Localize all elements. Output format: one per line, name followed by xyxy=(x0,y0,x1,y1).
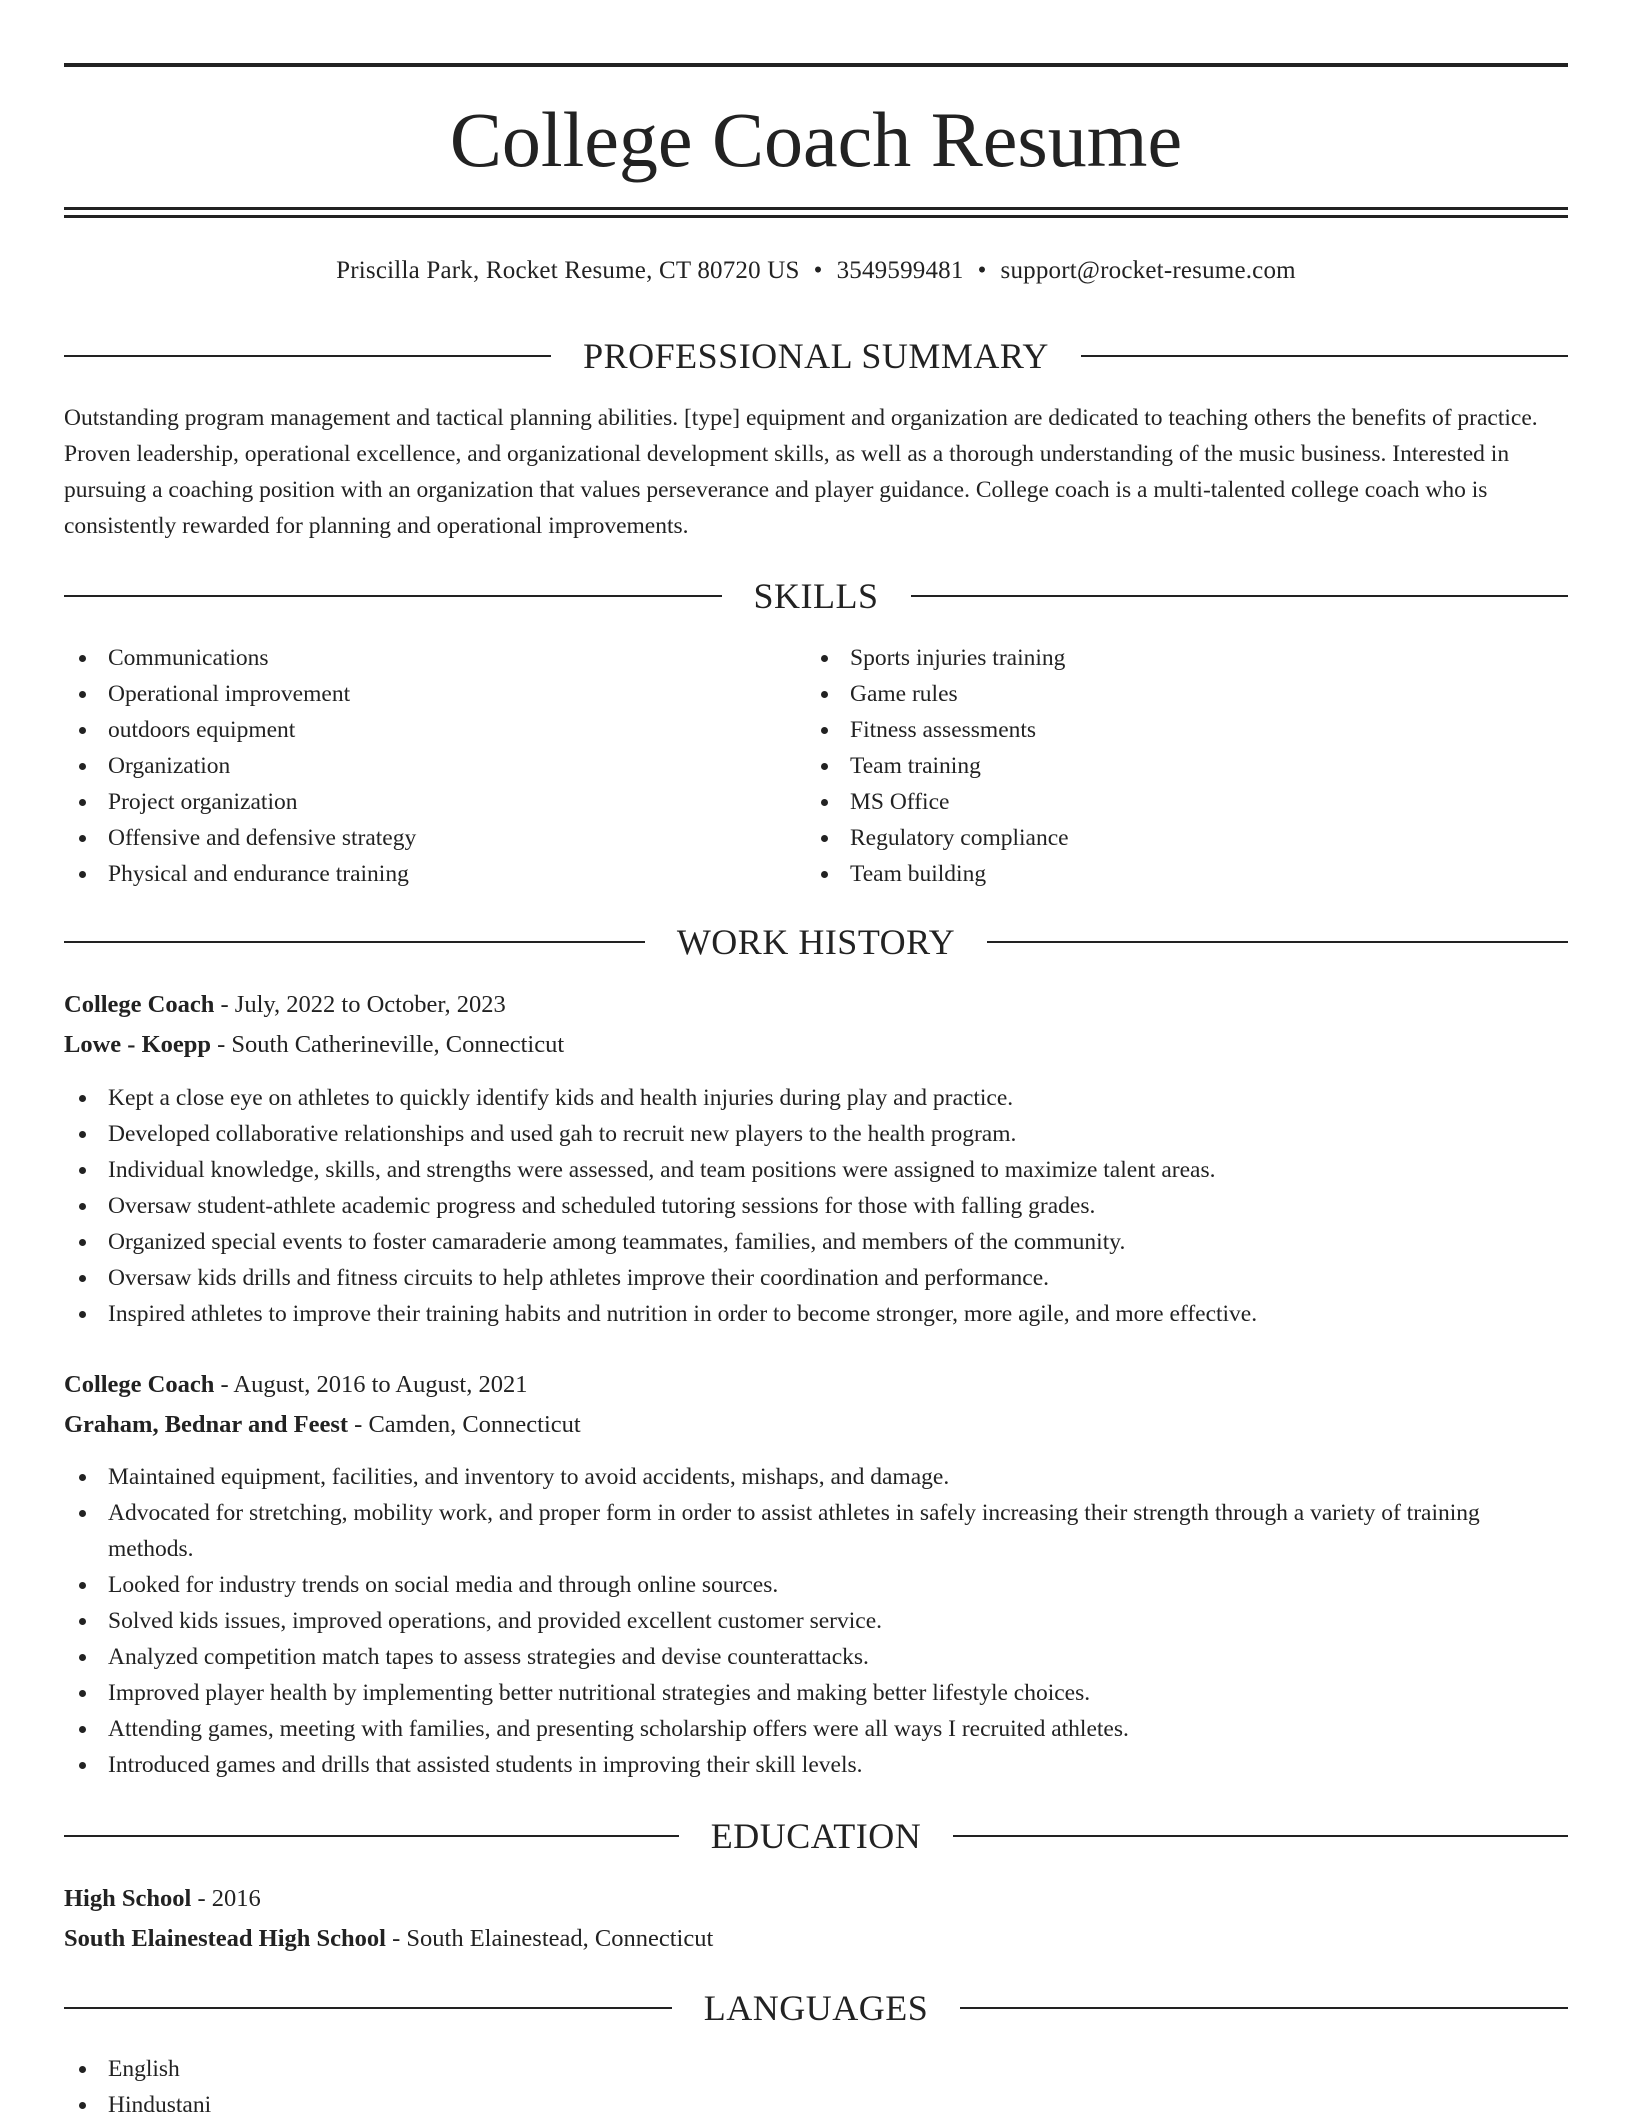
language-item: English xyxy=(64,2051,1568,2087)
job-company-line xyxy=(64,1405,1568,1445)
job-location: - South Catherineville, Connecticut xyxy=(211,1031,565,1058)
divider-line xyxy=(987,941,1568,943)
language-item: Hindustani xyxy=(64,2087,1568,2123)
job-location: - Camden, Connecticut xyxy=(348,1411,581,1438)
contact-phone: 3549599481 xyxy=(836,257,964,284)
job-title: College Coach xyxy=(64,991,215,1018)
contact-line xyxy=(64,254,1568,288)
job-duty-item: Solved kids issues, improved operations, and provided excellent customer service. xyxy=(64,1603,1568,1639)
divider-line xyxy=(64,1835,679,1837)
title-rule-lower xyxy=(64,215,1568,218)
education-year: - 2016 xyxy=(191,1885,261,1912)
section-title-summary: PROFESSIONAL SUMMARY xyxy=(583,336,1049,376)
section-title-work: WORK HISTORY xyxy=(676,922,956,962)
job-dates: - July, 2022 to October, 2023 xyxy=(214,991,506,1018)
job-company: Lowe - Koepp xyxy=(64,1031,211,1058)
skill-item: Team training xyxy=(806,748,1546,784)
education-location: - South Elainestead, Connecticut xyxy=(385,1925,714,1952)
skill-item: Communications xyxy=(64,640,764,676)
job-title-line xyxy=(64,1365,1568,1405)
section-title-skills: SKILLS xyxy=(753,576,879,616)
contact-separator: • xyxy=(813,257,823,284)
education-school: South Elainestead High School xyxy=(64,1925,386,1952)
contact-email: support@rocket-resume.com xyxy=(1000,257,1296,284)
job-duty-item: Kept a close eye on athletes to quickly identify kids and health injuries during play and practice. xyxy=(64,1080,1568,1116)
education-degree: High School xyxy=(64,1885,192,1912)
divider-line xyxy=(1081,355,1568,357)
job-title-line xyxy=(64,985,1568,1025)
skill-item: Physical and endurance training xyxy=(64,856,764,892)
job-dates: - August, 2016 to August, 2021 xyxy=(214,1371,528,1398)
skill-item: Operational improvement xyxy=(64,676,764,712)
job-duty-item: Inspired athletes to improve their training habits and nutrition in order to become stronger, more agile, and more effective. xyxy=(64,1296,1568,1332)
skills-list-right xyxy=(806,640,1546,892)
section-header-education xyxy=(64,1814,1568,1858)
languages-list xyxy=(64,2051,1568,2123)
contact-address: Priscilla Park, Rocket Resume, CT 80720 US xyxy=(336,257,800,284)
divider-line xyxy=(64,2007,672,2009)
skill-item: outdoors equipment xyxy=(64,712,764,748)
section-header-skills xyxy=(64,574,1568,618)
skill-item: Project organization xyxy=(64,784,764,820)
divider-line xyxy=(960,2007,1568,2009)
divider-line xyxy=(64,595,722,597)
section-title-languages: LANGUAGES xyxy=(703,1988,929,2028)
skill-item: Organization xyxy=(64,748,764,784)
section-title-education: EDUCATION xyxy=(710,1816,922,1856)
title-rule-upper xyxy=(64,207,1568,210)
skill-item: Game rules xyxy=(806,676,1546,712)
job-duty-item: Developed collaborative relationships and used gah to recruit new players to the health program. xyxy=(64,1116,1568,1152)
job-duty-item: Individual knowledge, skills, and strengths were assessed, and team positions were assigned to maximize talent areas. xyxy=(64,1152,1568,1188)
skill-item: Sports injuries training xyxy=(806,640,1546,676)
job-title: College Coach xyxy=(64,1371,215,1398)
education-degree-line xyxy=(64,1879,1568,1919)
job-duty-item: Introduced games and drills that assisted students in improving their skill levels. xyxy=(64,1747,1568,1783)
skill-item: Team building xyxy=(806,856,1546,892)
skill-item: MS Office xyxy=(806,784,1546,820)
skill-item: Fitness assessments xyxy=(806,712,1546,748)
job-duty-item: Attending games, meeting with families, and presenting scholarship offers were all ways I recruited athletes. xyxy=(64,1711,1568,1747)
section-header-languages xyxy=(64,1986,1568,2030)
job-duty-item: Maintained equipment, facilities, and inventory to avoid accidents, mishaps, and damage. xyxy=(64,1459,1568,1495)
job-duties-list xyxy=(64,1080,1568,1332)
section-header-summary xyxy=(64,334,1568,378)
skill-item: Regulatory compliance xyxy=(806,820,1546,856)
skills-list-left xyxy=(64,640,764,892)
job-duty-item: Oversaw student-athlete academic progress and scheduled tutoring sessions for those with falling grades. xyxy=(64,1188,1568,1224)
divider-line xyxy=(911,595,1569,597)
education-school-line xyxy=(64,1919,1568,1959)
job-company: Graham, Bednar and Feest xyxy=(64,1411,349,1438)
job-duty-item: Improved player health by implementing better nutritional strategies and making better lifestyle choices. xyxy=(64,1675,1568,1711)
section-header-work xyxy=(64,920,1568,964)
divider-line xyxy=(64,355,551,357)
summary-text: Outstanding program management and tactical planning abilities. [type] equipment and organization are dedicated to teaching others the benefits of practice. Proven leadership, operational excellence, and organizational development skills, as well as a thorough understanding of the music business. Interested in pursuing a coaching position with an organization that values perseverance and player guidance. College coach is a multi-talented college coach who is consistently rewarded for planning and operational improvements. xyxy=(64,405,1538,539)
divider-line xyxy=(64,941,645,943)
top-rule xyxy=(64,63,1568,67)
job-duty-item: Organized special events to foster camaraderie among teammates, families, and members of the community. xyxy=(64,1224,1568,1260)
job-duty-item: Oversaw kids drills and fitness circuits to help athletes improve their coordination and performance. xyxy=(64,1260,1568,1296)
job-company-line xyxy=(64,1025,1568,1065)
resume-title: College Coach Resume xyxy=(449,96,1183,183)
contact-separator: • xyxy=(977,257,987,284)
job-duties-list xyxy=(64,1459,1568,1783)
job-duty-item: Looked for industry trends on social media and through online sources. xyxy=(64,1567,1568,1603)
divider-line xyxy=(953,1835,1568,1837)
job-duty-item: Analyzed competition match tapes to assess strategies and devise counterattacks. xyxy=(64,1639,1568,1675)
job-duty-item: Advocated for stretching, mobility work, and proper form in order to assist athletes in safely increasing their strength through a variety of training methods. xyxy=(64,1495,1568,1567)
skill-item: Offensive and defensive strategy xyxy=(64,820,764,856)
